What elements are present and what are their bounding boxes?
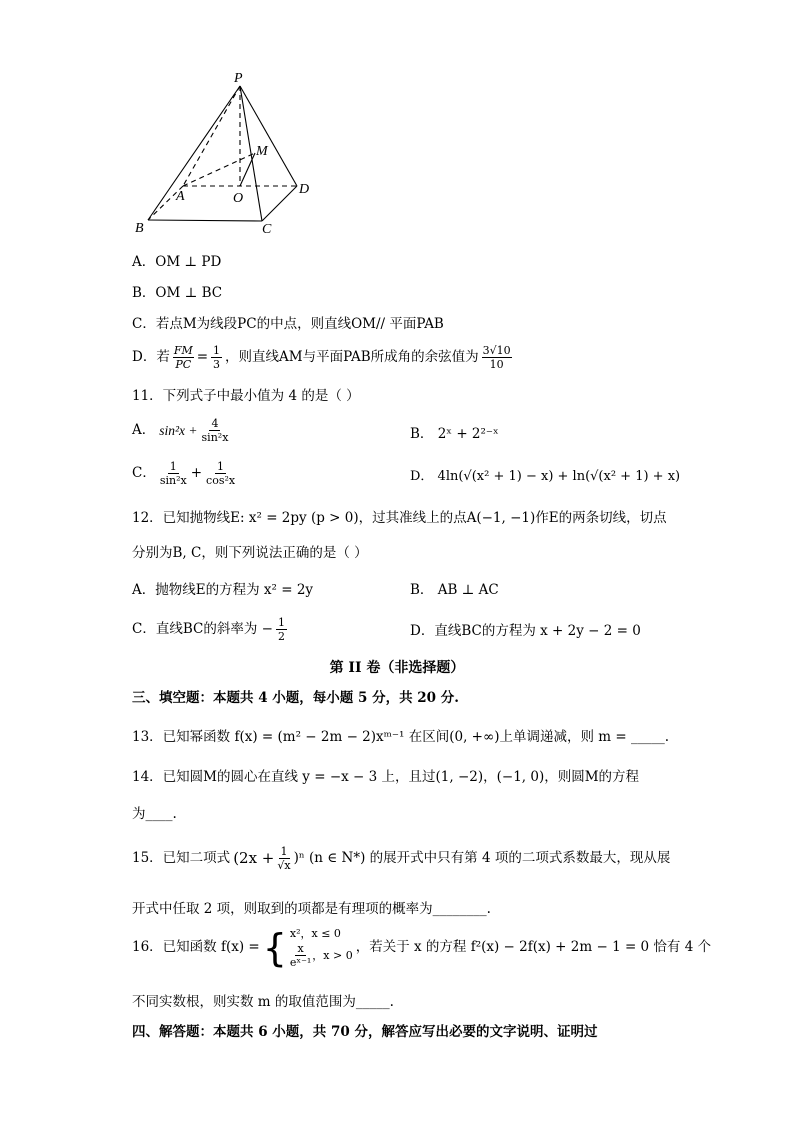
q12-c-num: 1 — [277, 616, 285, 629]
pyramid-figure — [125, 66, 325, 241]
q16-case2-cond: ，x > 0 — [312, 949, 353, 962]
q11-c-frac1 — [160, 461, 187, 486]
part3-heading: 三、填空题：本题共 4 小题，每小题 5 分，共 20 分. — [132, 690, 459, 706]
q16-case2-num: x — [297, 942, 304, 955]
q14-line2: 为____. — [132, 806, 177, 822]
q11-a-num: 4 — [211, 417, 219, 430]
q15-frac — [277, 846, 290, 871]
label-B: B — [135, 221, 144, 236]
q11-c-num1: 1 — [169, 460, 177, 473]
q11-a-den: sin²x — [201, 431, 229, 444]
label-A: A — [176, 189, 185, 204]
q10-option-c: C．若点M为线段PC的中点，则直线OM// 平面PAB — [132, 316, 444, 332]
q15-line2: 开式中任取 2 项，则取到的项都是有理项的概率为________. — [132, 901, 491, 917]
q11-a-label: A． — [132, 421, 156, 438]
q10-option-a: A．OM ⊥ PD — [132, 254, 222, 270]
label-D: D — [299, 182, 310, 197]
q11-c-frac2 — [206, 461, 235, 486]
q16-postfix: ，若关于 x 的方程 f²(x) − 2f(x) + 2m − 1 = 0 恰有 4 个 — [355, 939, 712, 956]
q11-c-plus: + — [190, 464, 203, 481]
q12-line1: 12．已知抛物线E: x² = 2py (p > 0)，过其准线上的点A(−1, −1)作E的两条切线，切点 — [132, 510, 667, 526]
q11-c-label: C． — [132, 464, 156, 481]
label-O: O — [233, 191, 244, 206]
q11-c-den2: cos²x — [206, 474, 236, 487]
q14-line1: 14．已知圆M的圆心在直线 y = −x − 3 上，且过(1, −2)，(−1, 0)，则圆M的方程 — [132, 769, 640, 785]
q11-option-a — [132, 418, 228, 443]
q10-option-b: B．OM ⊥ BC — [132, 285, 223, 301]
q16-case1: x²，x ≤ 0 — [289, 927, 341, 940]
q12-c-frac — [276, 617, 287, 642]
q12-option-a: A．抛物线E的方程为 x² = 2y — [132, 582, 314, 598]
q16-prefix: 16．已知函数 f(x) = — [132, 939, 260, 956]
q10-d-frac1-den: PC — [175, 358, 192, 371]
q10-d-frac1-num: FM — [173, 344, 193, 357]
q13: 13．已知幂函数 f(x) = (m² − 2m − 2)xᵐ⁻¹ 在区间(0, +∞)上单调递减，则 m = _____. — [132, 729, 670, 745]
q15-den: √x — [277, 859, 291, 872]
q11-c-den1: sin²x — [159, 474, 187, 487]
label-C: C — [262, 222, 272, 237]
label-M: M — [256, 144, 268, 159]
q15-prefix: 15．已知二项式 — [132, 849, 231, 866]
q11-option-d: D． 4ln(√(x² + 1) − x) + ln(√(x² + 1) + x) — [410, 469, 681, 484]
q10-d-equals: = — [196, 348, 209, 365]
q10-d-frac1 — [173, 345, 194, 370]
q10-d-answer-den: 10 — [489, 358, 504, 371]
section2-title: 第 II 卷（非选择题） — [329, 660, 465, 676]
edge-PB — [148, 86, 240, 220]
q11-c-num2: 1 — [217, 460, 225, 473]
edge-AM — [183, 153, 255, 186]
q10-d-middle: ，则直线AM与平面PAB所成角的余弦值为 — [225, 348, 479, 365]
q10-d-answer-num: 3√10 — [482, 344, 511, 357]
label-P: P — [234, 71, 243, 86]
q12-option-b: B． AB ⊥ AC — [410, 582, 499, 598]
q15-postfix: )ⁿ (n ∈ N*) 的展开式中只有第 4 项的二项式系数最大，现从展 — [293, 849, 671, 866]
q10-d-answer-frac — [482, 345, 512, 370]
q10-d-frac2-den: 3 — [213, 358, 221, 371]
q12-line2: 分别为B, C，则下列说法正确的是（ ） — [132, 545, 368, 561]
part4-heading: 四、解答题：本题共 6 小题，共 70 分，解答应写出必要的文字说明、证明过 — [132, 1024, 598, 1040]
q11-option-c — [132, 461, 235, 486]
q11-stem: 11．下列式子中最小值为 4 的是（ ） — [132, 388, 360, 404]
edge-PA — [183, 86, 240, 186]
q12-c-den: 2 — [277, 630, 285, 643]
q16-case2-den: eˣ⁻¹ — [289, 956, 312, 969]
q10-d-frac2-num: 1 — [213, 344, 221, 357]
q12-option-c — [132, 617, 287, 642]
q12-option-d: D．直线BC的方程为 x + 2y − 2 = 0 — [410, 623, 641, 639]
q12-c-prefix: C．直线BC的斜率为 − — [132, 620, 273, 637]
q11-option-b: B． 2ˣ + 2²⁻ˣ — [410, 426, 499, 442]
q16-line2: 不同实数根，则实数 m 的取值范围为_____. — [132, 994, 394, 1010]
q16-case2 — [290, 943, 353, 968]
q10-option-d — [132, 345, 512, 370]
q16-line1 — [132, 928, 711, 968]
edge-OM — [240, 153, 255, 186]
edge-CD — [262, 186, 297, 221]
q11-a-expr: sin²x + — [159, 422, 198, 438]
q16-case2-frac — [290, 943, 311, 968]
q10-d-prefix: D．若 — [132, 348, 170, 365]
q10-d-frac2 — [211, 345, 222, 370]
q16-brace: { — [262, 926, 287, 970]
q11-a-frac — [202, 418, 229, 443]
q15-line1 — [132, 846, 670, 871]
q15-expr: (2x + — [233, 849, 275, 867]
edge-BC — [148, 220, 262, 221]
q16-cases — [290, 928, 353, 968]
q15-num: 1 — [280, 845, 288, 858]
